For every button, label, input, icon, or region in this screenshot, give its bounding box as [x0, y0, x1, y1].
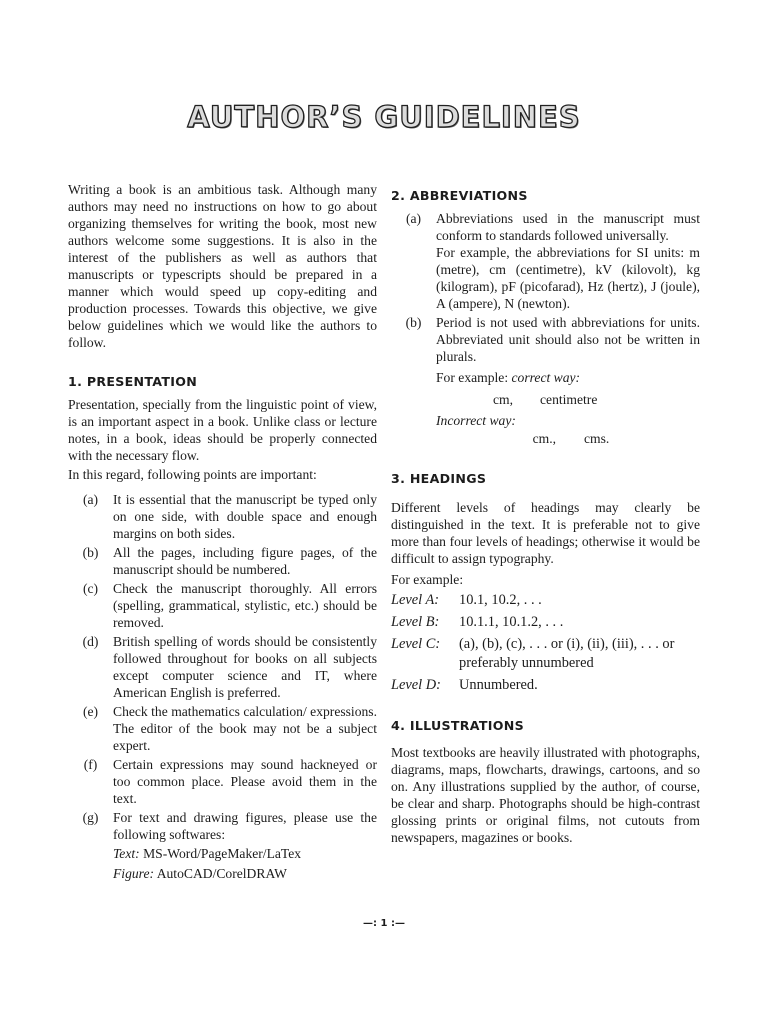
- list-item-label: (b): [82, 545, 99, 560]
- list-item-text: Check the mathematics calculation/ expressions. The editor of the book may not be a subject expert.: [113, 704, 377, 753]
- correct-example-2: centimetre: [540, 392, 598, 407]
- level-value: 10.1, 10.2, . . .: [459, 592, 542, 608]
- list-item: [68, 491, 377, 542]
- level-key: Level B:: [391, 614, 440, 630]
- level-value: (a), (b), (c), . . . or (i), (ii), (iii), . . . or preferably unnumbered: [459, 636, 675, 671]
- list-item-body: [436, 210, 700, 312]
- page-title: AUTHOR’S GUIDELINES: [187, 100, 581, 134]
- abbreviations-example-line: [436, 369, 700, 386]
- correct-example-1: cm,: [492, 392, 513, 407]
- presentation-paragraph-2: In this regard, following points are important:: [68, 467, 317, 482]
- right-column: [391, 181, 700, 846]
- list-item-label: (a): [82, 492, 99, 507]
- illustrations-paragraph: Most textbooks are heavily illustrated with photographs, diagrams, maps, flowcharts, drawings, cartoons, and so on. Any illustrations supplied by the author, of course, be clear and sharp. Photographs should be high-contrast glossing prints or original films, not cutouts from newspapers, magazines or books.: [391, 745, 700, 845]
- incorrect-way-row: [436, 430, 700, 447]
- correct-way-label: correct way:: [511, 370, 581, 385]
- level-row: [391, 676, 700, 695]
- presentation-paragraph-1: Presentation, specially from the linguistic point of view, is an important aspect in a book. Unlike class or lecture notes, in a book, ideas should be properly connected with the necessary flow.: [68, 397, 377, 463]
- list-item-label: (a): [405, 211, 422, 226]
- presentation-heading: 1. PRESENTATION: [68, 374, 198, 389]
- list-item-label: (f): [83, 757, 98, 772]
- software-text-label: Text:: [113, 846, 140, 861]
- level-row: [391, 635, 700, 673]
- abbreviations-heading: 2. ABBREVIATIONS: [391, 188, 528, 203]
- software-figure-line: [68, 865, 377, 882]
- software-figure-value: AutoCAD/CorelDRAW: [156, 866, 287, 881]
- list-item: [68, 633, 377, 701]
- list-item: [68, 703, 377, 754]
- abbreviations-a-example: For example, the abbreviations for SI units: m (metre), cm (centimetre), kV (kilovolt), kg (kilogram), pF (picofarad), Hz (hertz), J (joule), A (ampere), N (newton).: [436, 245, 700, 311]
- list-item-text: All the pages, including figure pages, of the manuscript should be numbered.: [113, 545, 377, 577]
- list-item: [68, 544, 377, 578]
- level-key: Level D:: [391, 677, 441, 693]
- intro-paragraph: Writing a book is an ambitious task. Although many authors may need no instructions on how to go about organizing themselves for writing the book, most new authors welcome some suggestions. It is also in the interest of the publishers as well as authors that manuscripts or typescripts should be prepared in a manner which would speed up copy-editing and production processes. Towards this objective, we give below guidelines which we would like the authors to follow.: [68, 182, 377, 350]
- list-item: [391, 210, 700, 312]
- presentation-list: [68, 491, 377, 882]
- headings-heading: 3. HEADINGS: [391, 471, 487, 486]
- page-number: —: 1 :—: [363, 918, 405, 929]
- heading-levels: [391, 591, 700, 695]
- level-value: 10.1.1, 10.1.2, . . .: [459, 614, 564, 630]
- list-item: [68, 756, 377, 807]
- list-item: [68, 809, 377, 843]
- correct-way-row: [436, 391, 700, 408]
- headings-paragraph-1: Different levels of headings may clearly be distinguished in the text. It is preferable not to give more than four levels of headings; otherwise it would be difficult to assign typography.: [391, 500, 700, 566]
- list-item-body: [436, 314, 700, 447]
- list-item: [391, 314, 700, 447]
- incorrect-example-1: cm.,: [532, 431, 556, 446]
- software-text-value: MS-Word/PageMaker/LaTex: [143, 846, 302, 861]
- example-prefix: For example:: [436, 370, 509, 385]
- list-item: [68, 580, 377, 631]
- abbreviations-a-text: Abbreviations used in the manuscript must conform to standards followed universally.: [436, 211, 700, 243]
- level-key: Level C:: [391, 636, 441, 652]
- list-item-text: Certain expressions may sound hackneyed or too common place. Please avoid them in the text.: [113, 757, 377, 806]
- list-item-text: British spelling of words should be consistently followed throughout for books on all subjects except computer science and IT, where American English is preferred.: [113, 634, 377, 700]
- abbreviations-b-text: Period is not used with abbreviations for units. Abbreviated unit should also not be written in plurals.: [436, 315, 700, 364]
- software-figure-label: Figure:: [113, 866, 155, 881]
- level-row: [391, 591, 700, 610]
- incorrect-way-label: Incorrect way:: [436, 413, 516, 428]
- level-key: Level A:: [391, 592, 440, 608]
- list-item-label: (b): [405, 315, 422, 330]
- list-item-text: It is essential that the manuscript be typed only on one side, with double space and enough margins on both sides.: [113, 492, 377, 541]
- list-item-label: (e): [82, 704, 99, 719]
- list-item-text: Check the manuscript thoroughly. All errors (spelling, grammatical, stylistic, etc.) should be removed.: [113, 581, 377, 630]
- left-column: [68, 181, 377, 882]
- illustrations-heading: 4. ILLUSTRATIONS: [391, 718, 524, 733]
- list-item-label: (g): [82, 810, 99, 825]
- list-item-label: (d): [82, 634, 99, 649]
- level-row: [391, 613, 700, 632]
- incorrect-example-2: cms.: [584, 431, 610, 446]
- level-value: Unnumbered.: [459, 677, 538, 693]
- list-item-label: (c): [82, 581, 99, 596]
- software-text-line: [68, 845, 377, 862]
- list-item-text: For text and drawing figures, please use the following softwares:: [113, 810, 377, 842]
- headings-paragraph-2: For example:: [391, 572, 464, 587]
